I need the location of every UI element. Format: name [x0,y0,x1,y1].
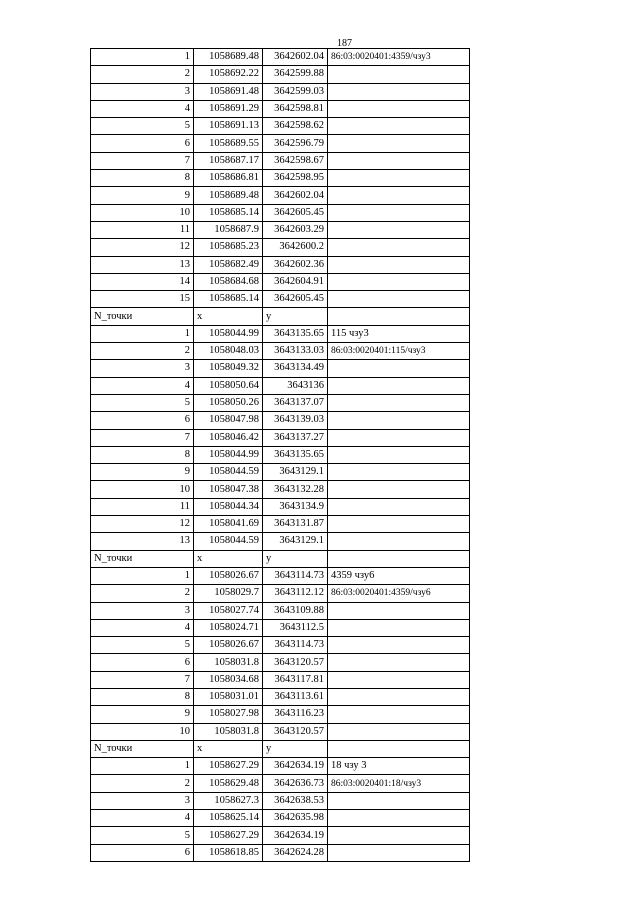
point-number-cell: 9 [91,706,194,723]
parcel-note-cell: 86:03:0020401:18/чзу3 [328,775,470,792]
point-number-header: N_точки [91,550,194,567]
x-coordinate-cell: 1058048.03 [194,343,263,360]
table-row [91,377,470,394]
table-row [91,170,470,187]
y-coordinate-cell: 3642598.81 [263,100,328,117]
parcel-note-cell [328,256,470,273]
point-number-cell: 6 [91,844,194,861]
point-number-cell: 8 [91,446,194,463]
y-coordinate-cell: 3642634.19 [263,827,328,844]
table-row [91,256,470,273]
point-number-cell: 8 [91,688,194,705]
parcel-note-cell [328,446,470,463]
table-row [91,394,470,411]
parcel-note-cell [328,308,470,325]
x-coordinate-cell: 1058685.14 [194,204,263,221]
point-number-cell: 12 [91,516,194,533]
parcel-note-cell [328,810,470,827]
y-header: y [263,308,328,325]
point-number-cell: 4 [91,377,194,394]
point-number-cell: 5 [91,637,194,654]
y-coordinate-cell: 3643109.88 [263,602,328,619]
y-coordinate-cell: 3642634.19 [263,758,328,775]
y-coordinate-cell: 3642598.95 [263,170,328,187]
x-coordinate-cell: 1058029.7 [194,585,263,602]
table-row [91,49,470,66]
parcel-note-cell [328,170,470,187]
x-coordinate-cell: 1058618.85 [194,844,263,861]
table-row [91,412,470,429]
parcel-note-cell [328,100,470,117]
x-coordinate-cell: 1058629.48 [194,775,263,792]
table-row [91,723,470,740]
table-header-row [91,550,470,567]
point-number-cell: 4 [91,810,194,827]
point-number-cell: 5 [91,827,194,844]
parcel-note-cell: 86:03:0020401:4359/чзу3 [328,49,470,66]
table-row [91,204,470,221]
point-number-cell: 11 [91,221,194,238]
point-number-cell: 5 [91,118,194,135]
parcel-note-cell [328,654,470,671]
x-coordinate-cell: 1058625.14 [194,810,263,827]
point-number-cell: 2 [91,343,194,360]
y-coordinate-cell: 3643114.73 [263,637,328,654]
y-coordinate-cell: 3642598.67 [263,152,328,169]
coordinates-table [90,48,470,862]
x-coordinate-cell: 1058031.01 [194,688,263,705]
y-coordinate-cell: 3643139.03 [263,412,328,429]
y-coordinate-cell: 3642596.79 [263,135,328,152]
x-coordinate-cell: 1058692.22 [194,66,263,83]
x-coordinate-cell: 1058027.98 [194,706,263,723]
table-row [91,239,470,256]
table-header-row [91,740,470,757]
table-row [91,343,470,360]
x-coordinate-cell: 1058026.67 [194,567,263,584]
y-coordinate-cell: 3642604.91 [263,273,328,290]
table-row [91,602,470,619]
point-number-cell: 9 [91,464,194,481]
y-coordinate-cell: 3643129.1 [263,533,328,550]
y-coordinate-cell: 3643136 [263,377,328,394]
y-coordinate-cell: 3643114.73 [263,567,328,584]
x-coordinate-cell: 1058050.26 [194,394,263,411]
x-coordinate-cell: 1058044.59 [194,533,263,550]
table-row [91,135,470,152]
x-coordinate-cell: 1058026.67 [194,637,263,654]
y-coordinate-cell: 3642599.88 [263,66,328,83]
x-coordinate-cell: 1058627.3 [194,792,263,809]
y-coordinate-cell: 3642602.36 [263,256,328,273]
x-coordinate-cell: 1058044.99 [194,446,263,463]
parcel-note-cell [328,688,470,705]
x-coordinate-cell: 1058691.48 [194,83,263,100]
y-coordinate-cell: 3643116.23 [263,706,328,723]
y-coordinate-cell: 3643134.49 [263,360,328,377]
table-row [91,118,470,135]
point-number-cell: 6 [91,135,194,152]
table-row [91,325,470,342]
point-number-cell: 1 [91,758,194,775]
y-coordinate-cell: 3642600.2 [263,239,328,256]
y-coordinate-cell: 3643132.28 [263,481,328,498]
point-number-cell: 2 [91,66,194,83]
parcel-note-cell [328,187,470,204]
parcel-note-cell [328,637,470,654]
point-number-cell: 3 [91,792,194,809]
y-coordinate-cell: 3643120.57 [263,723,328,740]
point-number-cell: 1 [91,325,194,342]
parcel-note-cell [328,740,470,757]
parcel-note-cell [328,239,470,256]
x-coordinate-cell: 1058689.48 [194,187,263,204]
parcel-note-cell [328,429,470,446]
table-row [91,688,470,705]
table-row [91,66,470,83]
x-coordinate-cell: 1058687.17 [194,152,263,169]
y-coordinate-cell: 3642635.98 [263,810,328,827]
point-number-cell: 11 [91,498,194,515]
x-coordinate-cell: 1058685.14 [194,291,263,308]
x-coordinate-cell: 1058691.13 [194,118,263,135]
point-number-cell: 7 [91,671,194,688]
y-coordinate-cell: 3642605.45 [263,291,328,308]
table-row [91,498,470,515]
parcel-note-cell: 86:03:0020401:115/чзу3 [328,343,470,360]
x-coordinate-cell: 1058627.29 [194,758,263,775]
y-coordinate-cell: 3642602.04 [263,49,328,66]
point-number-cell: 6 [91,412,194,429]
table-row [91,291,470,308]
point-number-cell: 4 [91,619,194,636]
table-row [91,187,470,204]
table-row [91,273,470,290]
point-number-cell: 9 [91,187,194,204]
y-coordinate-cell: 3643134.9 [263,498,328,515]
page-number: 187 [337,38,352,49]
table-header-row [91,308,470,325]
parcel-note-cell [328,516,470,533]
table-row [91,221,470,238]
point-number-cell: 1 [91,49,194,66]
table-row [91,83,470,100]
x-coordinate-cell: 1058684.68 [194,273,263,290]
parcel-note-cell [328,498,470,515]
point-number-cell: 14 [91,273,194,290]
x-coordinate-cell: 1058682.49 [194,256,263,273]
parcel-note-cell: 115 чзу3 [328,325,470,342]
x-coordinate-cell: 1058685.23 [194,239,263,256]
x-coordinate-cell: 1058686.81 [194,170,263,187]
point-number-cell: 12 [91,239,194,256]
y-header: y [263,550,328,567]
y-coordinate-cell: 3643135.65 [263,446,328,463]
table-row [91,567,470,584]
parcel-note-cell [328,83,470,100]
point-number-cell: 3 [91,83,194,100]
parcel-note-cell [328,706,470,723]
table-row [91,446,470,463]
y-coordinate-cell: 3642605.45 [263,204,328,221]
table-row [91,429,470,446]
table-row [91,758,470,775]
point-number-cell: 10 [91,204,194,221]
x-coordinate-cell: 1058689.48 [194,49,263,66]
y-coordinate-cell: 3642638.53 [263,792,328,809]
parcel-note-cell [328,221,470,238]
x-coordinate-cell: 1058691.29 [194,100,263,117]
x-header: x [194,740,263,757]
x-coordinate-cell: 1058047.98 [194,412,263,429]
y-coordinate-cell: 3643129.1 [263,464,328,481]
parcel-note-cell: 86:03:0020401:4359/чзу6 [328,585,470,602]
point-number-cell: 4 [91,100,194,117]
table-row [91,533,470,550]
table-row [91,360,470,377]
y-header: y [263,740,328,757]
parcel-note-cell: 18 чзу 3 [328,758,470,775]
table-row [91,464,470,481]
point-number-cell: 6 [91,654,194,671]
y-coordinate-cell: 3643131.87 [263,516,328,533]
y-coordinate-cell: 3642624.28 [263,844,328,861]
y-coordinate-cell: 3642599.03 [263,83,328,100]
parcel-note-cell [328,152,470,169]
x-coordinate-cell: 1058049.32 [194,360,263,377]
table-row [91,516,470,533]
parcel-note-cell [328,619,470,636]
parcel-note-cell [328,723,470,740]
y-coordinate-cell: 3643137.07 [263,394,328,411]
y-coordinate-cell: 3643137.27 [263,429,328,446]
x-coordinate-cell: 1058041.69 [194,516,263,533]
table-row [91,481,470,498]
y-coordinate-cell: 3643113.61 [263,688,328,705]
point-number-cell: 3 [91,360,194,377]
y-coordinate-cell: 3643112.5 [263,619,328,636]
x-coordinate-cell: 1058689.55 [194,135,263,152]
parcel-note-cell [328,827,470,844]
x-coordinate-cell: 1058044.99 [194,325,263,342]
parcel-note-cell [328,792,470,809]
point-number-cell: 5 [91,394,194,411]
table-row [91,775,470,792]
point-number-cell: 13 [91,533,194,550]
parcel-note-cell [328,844,470,861]
y-coordinate-cell: 3643112.12 [263,585,328,602]
point-number-cell: 15 [91,291,194,308]
x-coordinate-cell: 1058627.29 [194,827,263,844]
parcel-note-cell [328,481,470,498]
point-number-cell: 10 [91,481,194,498]
table-row [91,827,470,844]
parcel-note-cell [328,377,470,394]
parcel-note-cell [328,66,470,83]
table-row [91,706,470,723]
y-coordinate-cell: 3643135.65 [263,325,328,342]
parcel-note-cell [328,273,470,290]
point-number-cell: 8 [91,170,194,187]
parcel-note-cell [328,533,470,550]
point-number-cell: 10 [91,723,194,740]
y-coordinate-cell: 3643120.57 [263,654,328,671]
table-row [91,637,470,654]
table-row [91,654,470,671]
point-number-cell: 7 [91,429,194,446]
point-number-cell: 7 [91,152,194,169]
point-number-cell: 1 [91,567,194,584]
table-row [91,152,470,169]
x-coordinate-cell: 1058047.38 [194,481,263,498]
x-coordinate-cell: 1058034.68 [194,671,263,688]
x-coordinate-cell: 1058046.42 [194,429,263,446]
table-row [91,100,470,117]
parcel-note-cell [328,602,470,619]
x-coordinate-cell: 1058031.8 [194,654,263,671]
parcel-note-cell [328,394,470,411]
table-row [91,792,470,809]
coordinates-table-body [91,49,470,862]
x-header: x [194,308,263,325]
parcel-note-cell [328,118,470,135]
parcel-note-cell [328,204,470,221]
y-coordinate-cell: 3643117.81 [263,671,328,688]
table-row [91,844,470,861]
x-header: x [194,550,263,567]
y-coordinate-cell: 3643133.03 [263,343,328,360]
parcel-note-cell [328,291,470,308]
point-number-cell: 2 [91,585,194,602]
parcel-note-cell [328,412,470,429]
table-row [91,810,470,827]
parcel-note-cell [328,550,470,567]
y-coordinate-cell: 3642603.29 [263,221,328,238]
parcel-note-cell [328,360,470,377]
x-coordinate-cell: 1058024.71 [194,619,263,636]
y-coordinate-cell: 3642598.62 [263,118,328,135]
x-coordinate-cell: 1058031.8 [194,723,263,740]
x-coordinate-cell: 1058027.74 [194,602,263,619]
point-number-cell: 13 [91,256,194,273]
parcel-note-cell: 4359 чзу6 [328,567,470,584]
point-number-cell: 3 [91,602,194,619]
parcel-note-cell [328,135,470,152]
parcel-note-cell [328,671,470,688]
x-coordinate-cell: 1058687.9 [194,221,263,238]
y-coordinate-cell: 3642602.04 [263,187,328,204]
parcel-note-cell [328,464,470,481]
x-coordinate-cell: 1058044.34 [194,498,263,515]
point-number-cell: 2 [91,775,194,792]
point-number-header: N_точки [91,308,194,325]
table-row [91,671,470,688]
table-row [91,585,470,602]
table-row [91,619,470,636]
x-coordinate-cell: 1058044.59 [194,464,263,481]
point-number-header: N_точки [91,740,194,757]
x-coordinate-cell: 1058050.64 [194,377,263,394]
y-coordinate-cell: 3642636.73 [263,775,328,792]
